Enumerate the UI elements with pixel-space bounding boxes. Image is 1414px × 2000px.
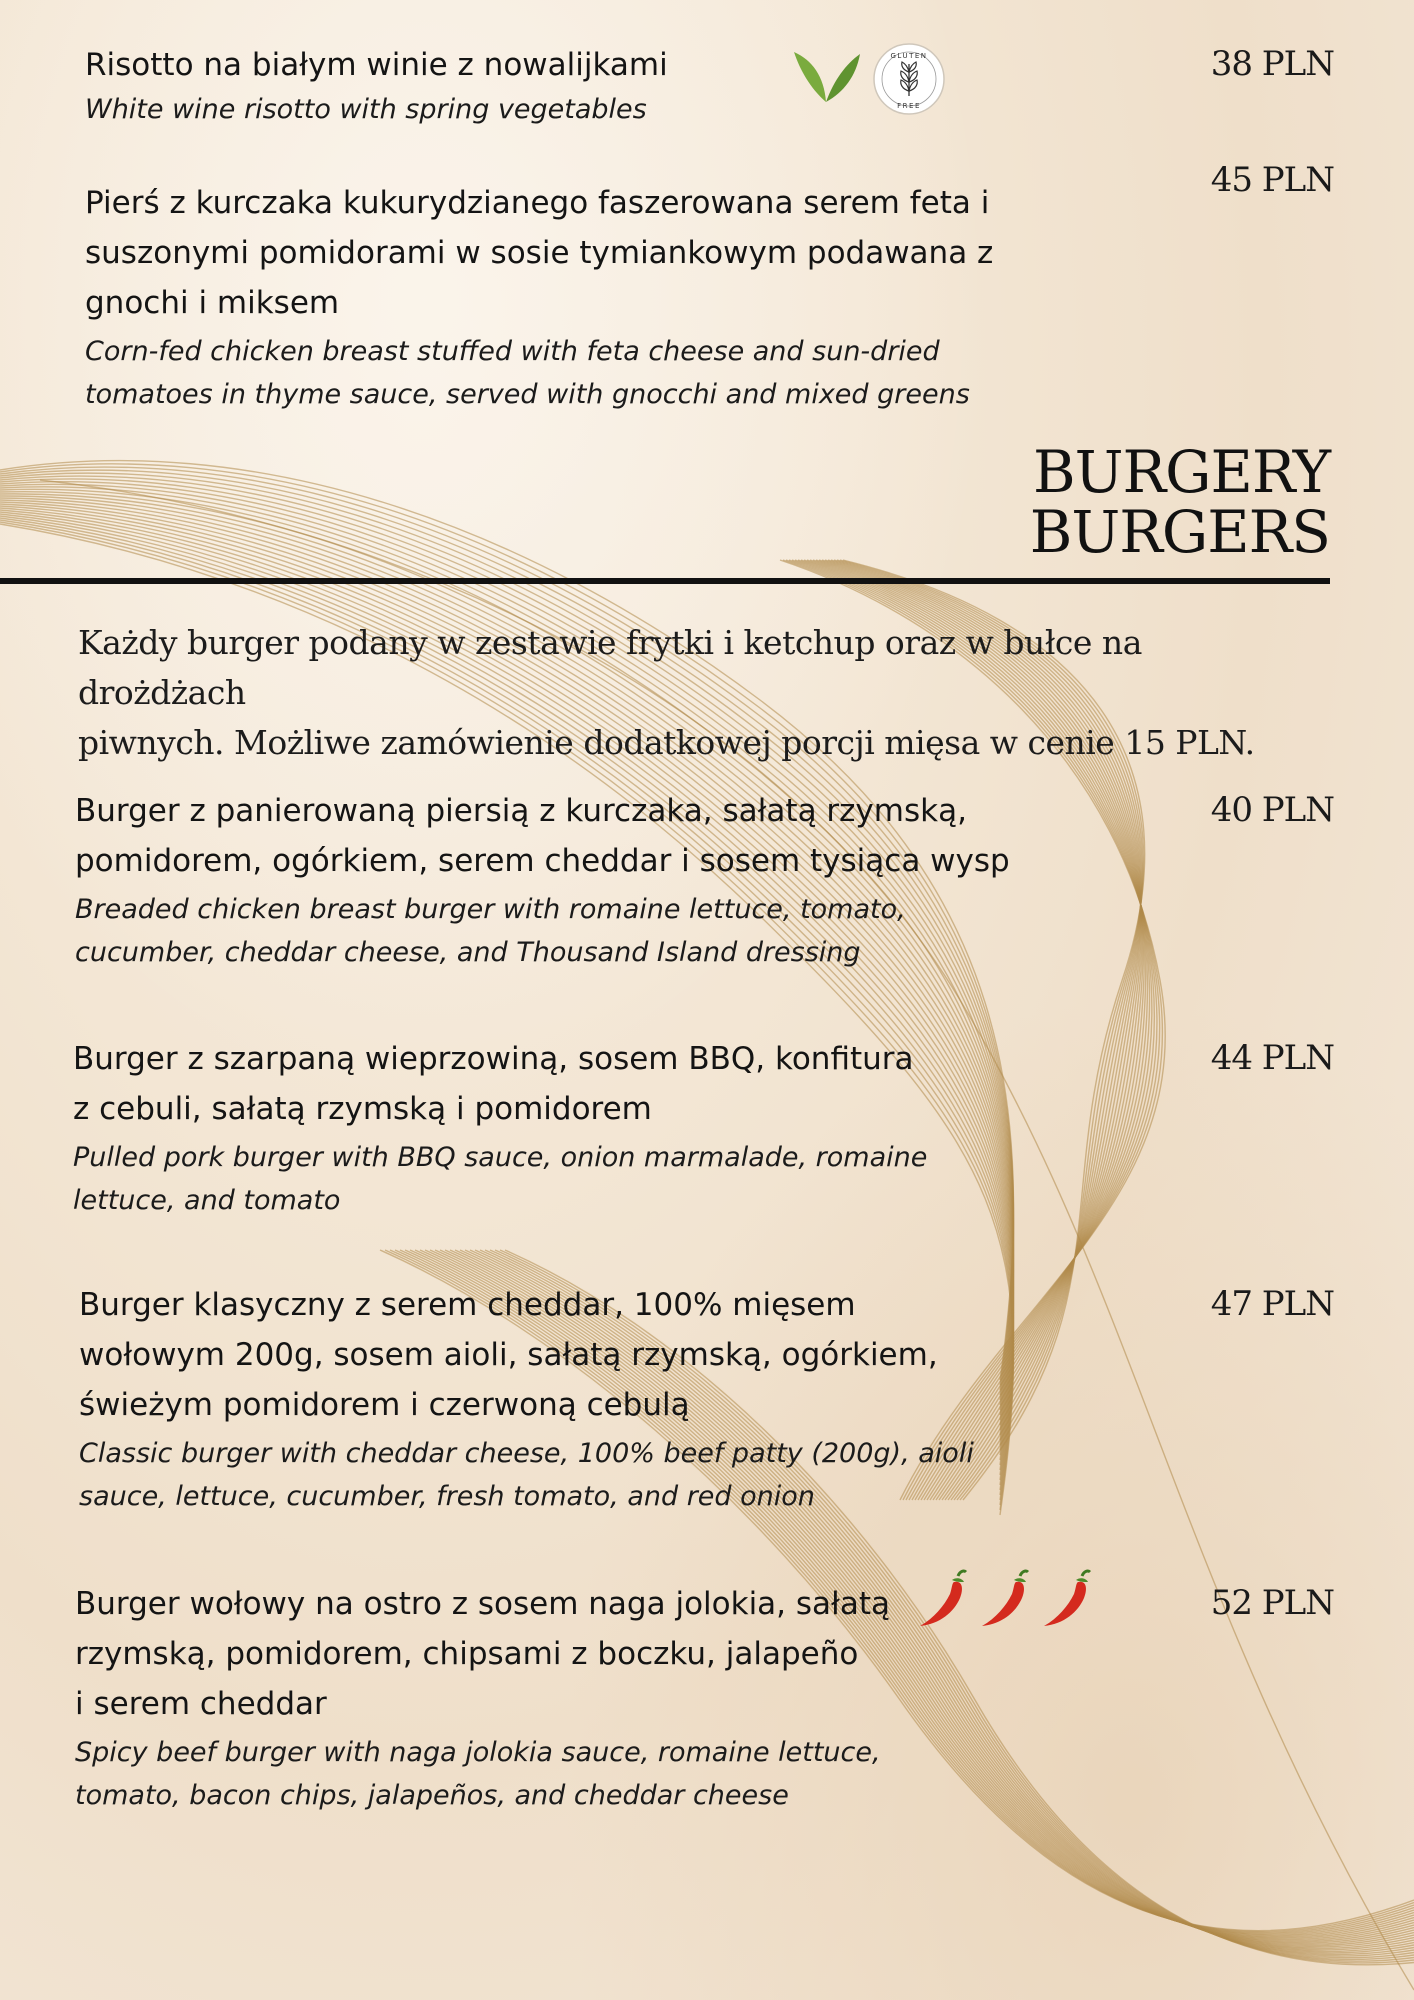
item-price: 38 PLN xyxy=(1210,44,1334,84)
chili-pepper-icon xyxy=(1044,1571,1090,1626)
item-name-pl-line: i serem cheddar xyxy=(75,1686,327,1722)
item-price: 44 PLN xyxy=(1210,1038,1334,1078)
menu-item-spicy-burger xyxy=(75,1579,890,1817)
item-name-pl-line: suszonymi pomidorami w sosie tymiankowym podawana z xyxy=(85,235,994,271)
spice-level xyxy=(914,1568,1094,1632)
item-name-pl-line: wołowym 200g, sosem aioli, sałatą rzymską, ogórkiem, xyxy=(79,1337,938,1373)
chili-pepper-icon xyxy=(982,1571,1028,1626)
intro-line: piwnych. Możliwe zamówienie dodatkowej porcji mięsa w cenie 15 PLN. xyxy=(78,723,1255,762)
menu-item-classic-burger xyxy=(79,1280,974,1518)
item-name-pl-line: Pierś z kurczaka kukurydzianego faszerowana serem feta i xyxy=(85,185,990,221)
section-divider xyxy=(0,578,1330,584)
item-name-en-line: Classic burger with cheddar cheese, 100% beef patty (200g), aioli xyxy=(79,1438,974,1469)
item-name-en-line: tomato, bacon chips, jalapeños, and cheddar cheese xyxy=(75,1780,789,1811)
item-price: 40 PLN xyxy=(1210,790,1334,830)
section-title-en: BURGERS xyxy=(1029,498,1330,566)
item-name-en-line: Spicy beef burger with naga jolokia sauce, romaine lettuce, xyxy=(75,1737,881,1768)
item-name-en-line: Breaded chicken breast burger with romaine lettuce, tomato, xyxy=(75,894,906,925)
menu-item-chicken-burger xyxy=(75,786,1010,974)
chili-pepper-icon xyxy=(920,1571,966,1626)
intro-line: Każdy burger podany w zestawie frytki i ketchup oraz w bułce na drożdżach xyxy=(78,623,1142,712)
menu-item-chicken-breast xyxy=(85,178,993,416)
section-heading xyxy=(1029,438,1330,566)
item-name-en-line: lettuce, and tomato xyxy=(73,1185,341,1216)
item-name-en-line: cucumber, cheddar cheese, and Thousand Island dressing xyxy=(75,937,861,968)
item-name-en: White wine risotto with spring vegetables xyxy=(85,94,647,125)
menu-item-risotto xyxy=(85,40,668,131)
item-price: 47 PLN xyxy=(1210,1284,1334,1324)
item-name-pl-line: pomidorem, ogórkiem, serem cheddar i sosem tysiąca wysp xyxy=(75,843,1010,879)
free-label: FREE xyxy=(897,102,921,110)
item-price: 52 PLN xyxy=(1210,1583,1334,1623)
leaf-icon xyxy=(790,48,862,104)
gluten-label: GLUTEN xyxy=(890,52,928,60)
menu-item-pulled-pork-burger xyxy=(73,1034,927,1222)
item-name-pl: Risotto na białym winie z nowalijkami xyxy=(85,47,668,83)
item-name-pl-line: rzymską, pomidorem, chipsami z boczku, jalapeño xyxy=(75,1636,859,1672)
item-name-pl-line: świeżym pomidorem i czerwoną cebulą xyxy=(79,1387,690,1423)
item-name-pl-line: Burger z panierowaną piersią z kurczaka, sałatą rzymską, xyxy=(75,793,967,829)
item-name-pl-line: Burger klasyczny z serem cheddar, 100% mięsem xyxy=(79,1287,856,1323)
item-name-pl-line: Burger wołowy na ostro z sosem naga jolokia, sałatą xyxy=(75,1586,890,1622)
item-name-en-line: sauce, lettuce, cucumber, fresh tomato, and red onion xyxy=(79,1481,815,1512)
item-name-en-line: Pulled pork burger with BBQ sauce, onion marmalade, romaine xyxy=(73,1142,928,1173)
item-name-pl-line: gnochi i miksem xyxy=(85,285,340,321)
item-name-pl-line: Burger z szarpaną wieprzowiną, sosem BBQ, konfitura xyxy=(73,1041,914,1077)
item-name-pl-line: z cebuli, sałatą rzymską i pomidorem xyxy=(73,1091,652,1127)
section-intro xyxy=(78,618,1298,768)
item-price: 45 PLN xyxy=(1210,160,1334,200)
section-title-pl: BURGERY xyxy=(1032,438,1330,506)
gluten-free-icon xyxy=(872,42,946,116)
item-name-en-line: tomatoes in thyme sauce, served with gnocchi and mixed greens xyxy=(85,379,970,410)
item-name-en-line: Corn-fed chicken breast stuffed with feta cheese and sun-dried xyxy=(85,336,940,367)
